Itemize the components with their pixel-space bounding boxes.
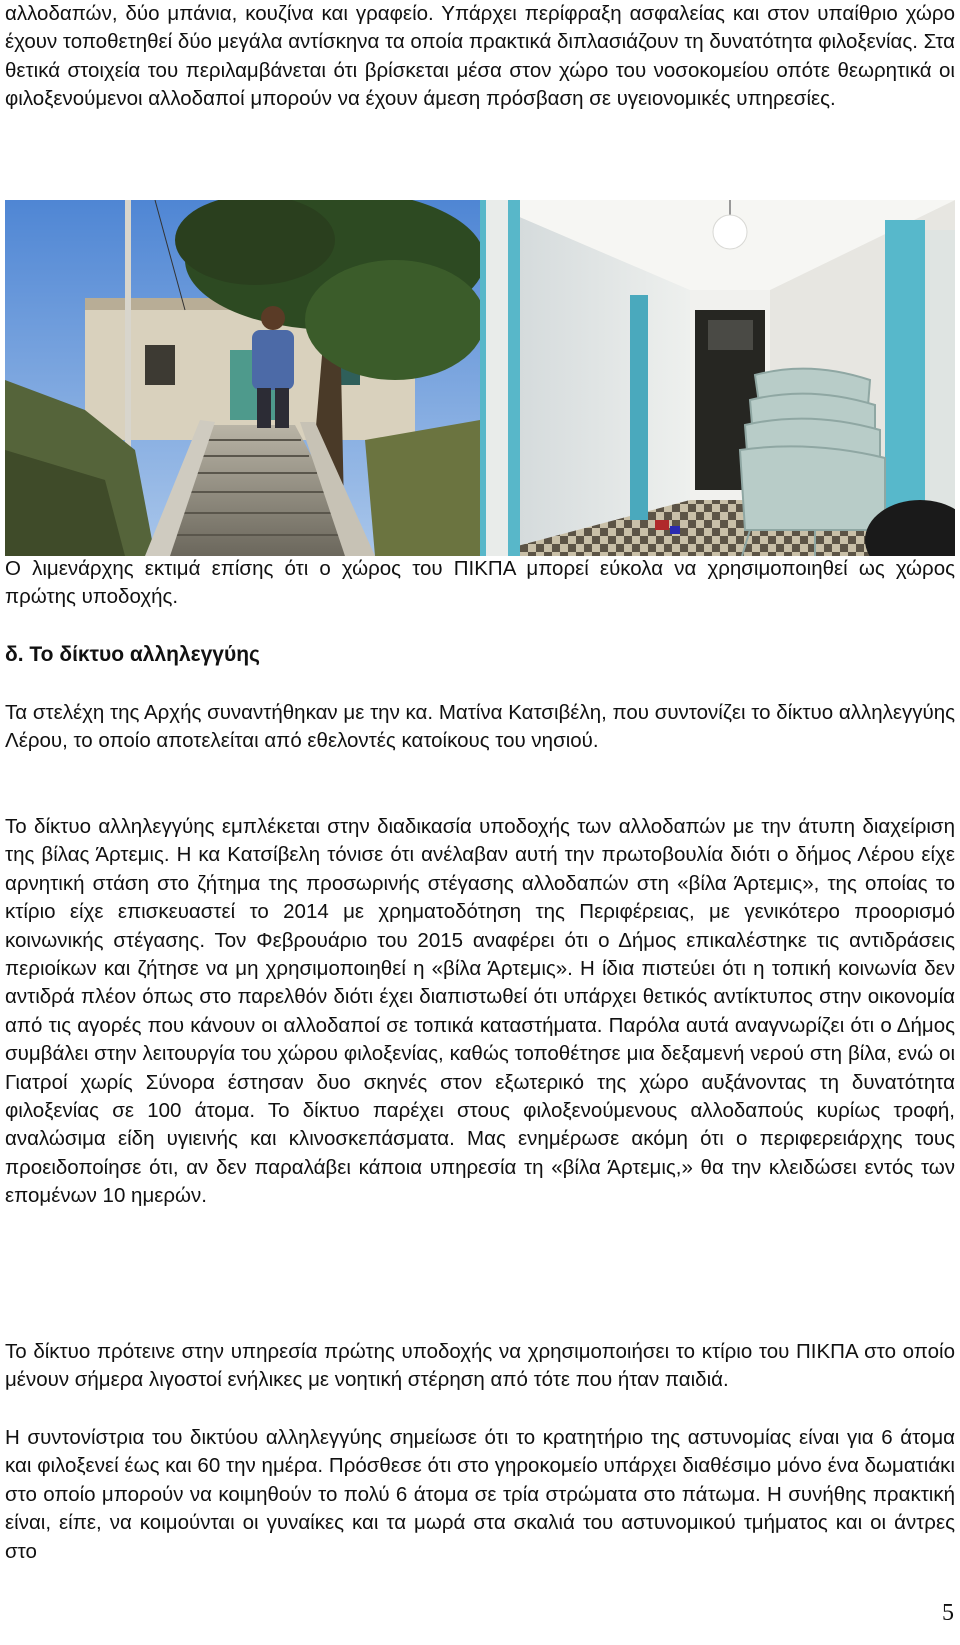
intro-paragraph: αλλοδαπών, δύο μπάνια, κουζίνα και γραφείο. Υπάρχει περίφραξη ασφαλείας και στον υπαίθριο χώρο έχουν τοποθετηθεί δύο μεγάλα αντίσκηνα τα οποία πρακτικά διπλασιάζουν τη δυνατότητα φιλοξενίας. Στα θετικά στοιχεία του περιλαμβάνεται ότι βρίσκεται μέσα στον χώρο του νοσοκομείου οπότε θεωρητικά οι φιλοξενούμενοι αλλοδαποί μπορούν να έχουν άμεση πρόσβαση σε υγειονομικές υπηρεσίες. <box>5 2 955 111</box>
meeting-paragraph: Τα στελέχη της Αρχής συναντήθηκαν με την κα. Ματίνα Κατσιβέλη, που συντονίζει το δίκτυο αλληλεγγύης Λέρου, το οποίο αποτελείται από εθελοντές κατοίκους του νησιού. <box>5 701 955 753</box>
solidarity-network-paragraph: Το δίκτυο αλληλεγγύης εμπλέκεται στην διαδικασία υποδοχής των αλλοδαπών με την άτυπη διαχείριση της βίλας Άρτεμις. Η κα Κατσίβελη τόνισε ότι ανέλαβαν αυτή την πρωτοβουλία διότι ο δήμος Λέρου είχε αρνητική στάση στο ζήτημα της προσωρινής στέγασης αλλοδαπών στη «βίλα Άρτεμις», της οποίας το κτίριο είχε επισκευαστεί το 2014 με χρηματοδότηση της Περιφέρειας, με γενικότερο προορισμό κοινωνικής στέγασης. Τον Φεβρουάριο του 2015 αναφέρει ότι ο Δήμος επικαλέστηκε τις αντιδράσεις περιοίκων και ζήτησε να μη χρησιμοποιηθεί η «βίλα Άρτεμις». Η ίδια πιστεύει ότι η τοπική κοινωνία δεν αντιδρά πλέον όπως στο παρελθόν διότι έχει διαπιστωθεί ότι υπάρχει θετικός αντίκτυπος στην οικονομία από τις αγορές που κάνουν οι αλλοδαποί σε τοπικά καταστήματα. Παρόλα αυτά αναγνωρίζει ότι ο Δήμος συμβάλει στην λειτουργία του χώρου φιλοξενίας, καθώς τοποθέτησε μια δεξαμενή νερού στη βίλα, ενώ οι Γιατροί χωρίς Σύνορα έστησαν δυο σκηνές στον εξωτερικό της χώρο αυξάνοντας τη δυνατότητα φιλοξενίας σε 100 άτομα. Το δίκτυο παρέχει στους φιλοξενούμενους αλλοδαπούς κυρίως τροφή, αναλώσιμα είδη υγιεινής και κλινοσκεπάσματα. Μας ενημέρωσε ακόμη ότι ο περιφερειάρχης τους προειδοποίησε ότι, αν δεν παραλάβει κάποια υπηρεσία τη «βίλα Άρτεμις,» θα την κλειδώσει εντός των επομένων 10 ημερών. <box>5 815 955 1208</box>
stairway-building-photo <box>5 200 480 556</box>
corridor-chairs-photo <box>480 200 955 556</box>
section-heading: δ. Το δίκτυο αλληλεγγύης <box>5 643 260 666</box>
harbor-master-paragraph: Ο λιμενάρχης εκτιμά επίσης ότι ο χώρος του ΠΙΚΠΑ μπορεί εύκολα να χρησιμοποιηθεί ως χώρος πρώτης υποδοχής. <box>5 557 955 609</box>
coordinator-paragraph: Η συντονίστρια του δικτύου αλληλεγγύης σημείωσε ότι το κρατητήριο της αστυνομίας είναι για 6 άτομα και φιλοξενεί έως και 60 την ημέρα. Πρόσθεσε ότι στο γηροκομείο υπάρχει διαθέσιμο μόνο ένα δωματιάκι στο οποίο μπορούν να κοιμηθούν το πολύ 6 άτομα σε τρία στρώματα στο πάτωμα. Η συνήθης πρακτική είναι, είπε, να κοιμούνται οι γυναίκες και τα μωρά στα σκαλιά του αστυνομικού τμήματος και οι άντρες στο <box>5 1426 955 1563</box>
photo-row <box>5 200 955 556</box>
page-number: 5 <box>942 1600 954 1626</box>
proposal-paragraph: Το δίκτυο πρότεινε στην υπηρεσία πρώτης υποδοχής να χρησιμοποιήσει το κτίριο του ΠΙΚΠΑ στο οποίο μένουν σήμερα λιγοστοί ενήλικες με νοητική στέρηση από τότε που ήταν παιδιά. <box>5 1340 955 1392</box>
